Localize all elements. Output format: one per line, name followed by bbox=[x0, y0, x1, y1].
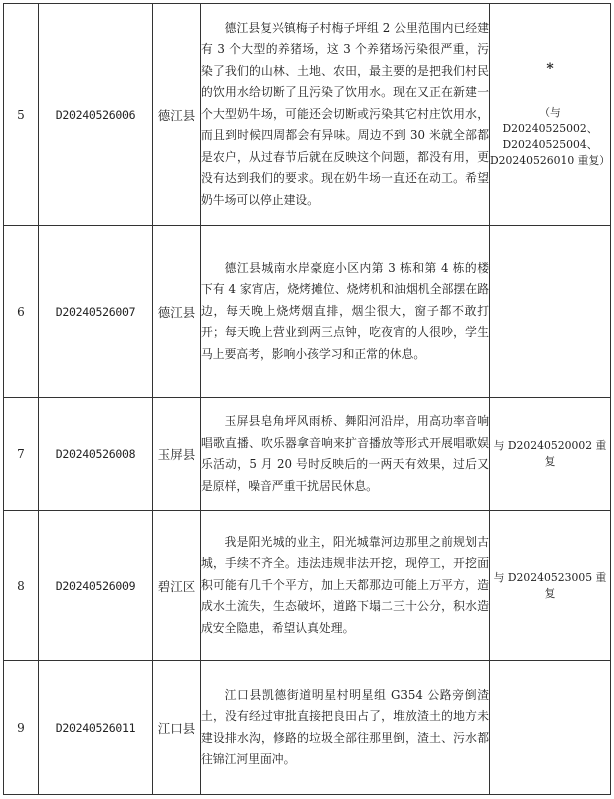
duplicate-remark bbox=[490, 661, 611, 795]
case-id: D20240526011 bbox=[39, 661, 153, 795]
duplicate-remark: （与 D20240525002、D20240525004、D20240526010 重复） bbox=[490, 105, 611, 167]
case-id: D20240526008 bbox=[39, 398, 153, 511]
duplicate-remark: 与 D20240520002 重复 bbox=[490, 398, 611, 511]
case-id: D20240526009 bbox=[39, 511, 153, 661]
duplicate-remark bbox=[490, 226, 611, 398]
row-index: 5 bbox=[4, 4, 39, 226]
county-name: 碧江区 bbox=[153, 511, 201, 661]
table-row bbox=[4, 661, 611, 795]
row-index: 8 bbox=[4, 511, 39, 661]
complaint-content: 德江县复兴镇梅子村梅子坪组 2 公里范围内已经建有 3 个大型的养猪场，这 3 个养猪场污染很严重，污染了我们的山林、土地、农田，最主要的是把我们村民的饮用水给切断了且污染了饮用水。现在又正在新建一个大型奶牛场，可能还会切断或污染其它村庄饮用水，而且到时候四周都会有异味。周边不到 30 米就全部都是农户，从过春节后就在反映这个问题，都没有用，更没有达到我们的要求。现在奶牛场一直还在动工。希望奶牛场可以停止建设。 bbox=[201, 4, 490, 226]
row-index: 7 bbox=[4, 398, 39, 511]
asterisk-mark: * bbox=[546, 60, 554, 77]
county-name: 玉屏县 bbox=[153, 398, 201, 511]
table-row bbox=[4, 4, 611, 226]
complaint-content: 德江县城南水岸豪庭小区内第 3 栋和第 4 栋的楼下有 4 家宵店，烧烤摊位、烧烤机和油烟机全部摆在路边，每天晚上烧烤烟直排，烟尘很大，窗子都不敢打开；每天晚上营业到两三点钟，吃夜宵的人很吵，学生马上要高考，影响小孩学习和正常的休息。 bbox=[201, 226, 490, 398]
remark-cell bbox=[490, 4, 611, 226]
row-index: 9 bbox=[4, 661, 39, 795]
county-name: 德江县 bbox=[153, 226, 201, 398]
complaints-table bbox=[3, 3, 611, 795]
case-id: D20240526007 bbox=[39, 226, 153, 398]
table-row bbox=[4, 226, 611, 398]
complaint-content: 江口县凯德街道明星村明星组 G354 公路旁倒渣土，没有经过审批直接把良田占了，堆放渣土的地方未建设排水沟，修路的垃圾全部往那里倒，渣土、污水都往锦江河里面冲。 bbox=[201, 661, 490, 795]
complaint-content: 我是阳光城的业主，阳光城靠河边那里之前规划古城，手续不齐全。违法违规非法开挖，现停工，开挖面积可能有几千个平方，加上天都那边可能上万平方，造成水土流失，生态破坏，道路下塌二三十公分，积水造成安全隐患，希望认真处理。 bbox=[201, 511, 490, 661]
table-row bbox=[4, 398, 611, 511]
row-index: 6 bbox=[4, 226, 39, 398]
duplicate-remark: 与 D20240523005 重复 bbox=[490, 511, 611, 661]
complaint-content: 玉屏县皂角坪风雨桥、舞阳河沿岸，用高功率音响唱歌直播、吹乐器拿音响来扩音播放等形式开展唱歌娱乐活动，5 月 20 号时反映后的一两天有效果，过后又是原样，噪音严重干扰居民休息。 bbox=[201, 398, 490, 511]
table-row bbox=[4, 511, 611, 661]
county-name: 德江县 bbox=[153, 4, 201, 226]
county-name: 江口县 bbox=[153, 661, 201, 795]
case-id: D20240526006 bbox=[39, 4, 153, 226]
